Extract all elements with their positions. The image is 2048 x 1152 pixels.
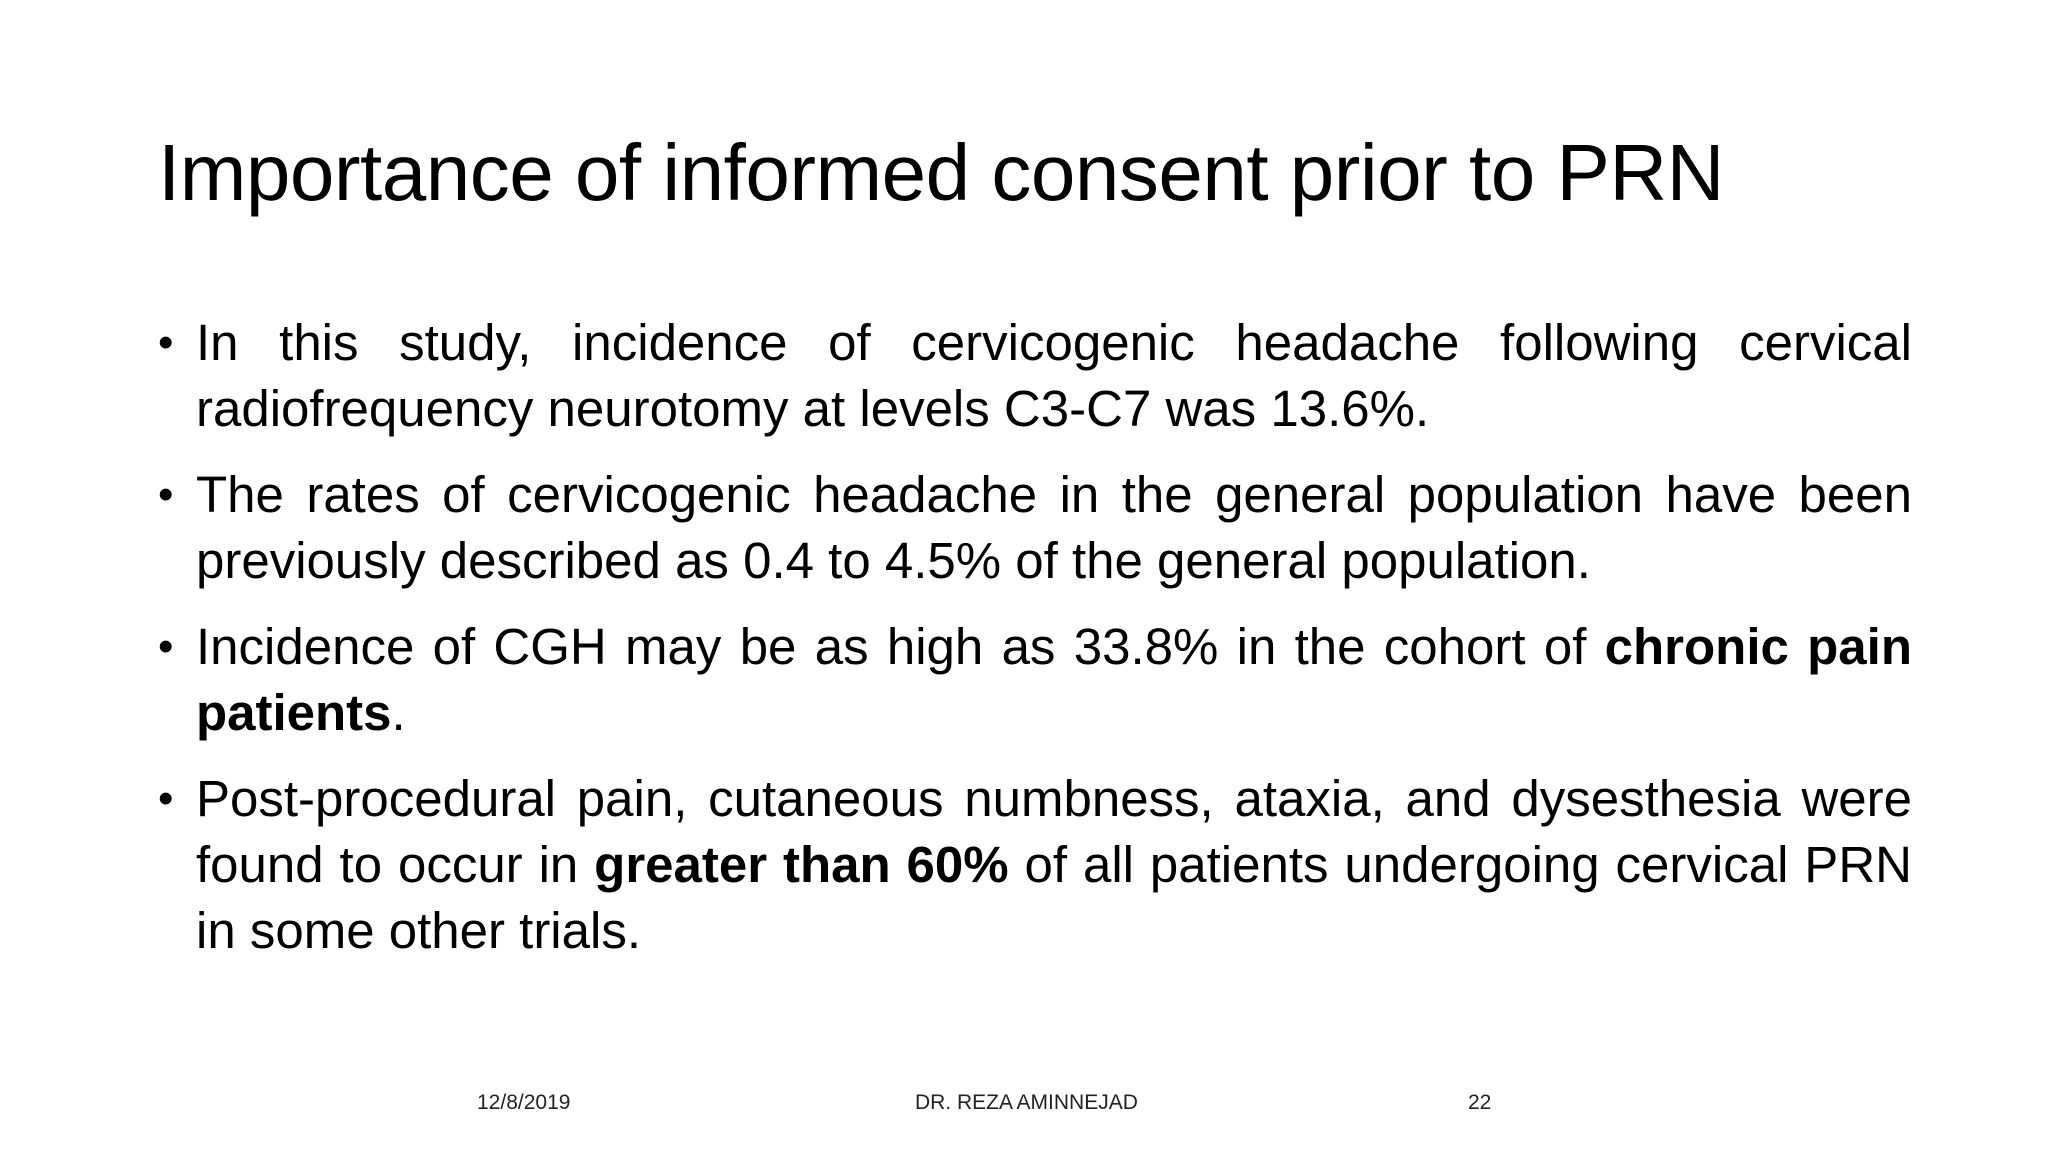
bullet-icon: •: [158, 470, 174, 519]
bullet-item: [158, 766, 1912, 964]
footer-page-number: 22: [1468, 1091, 1492, 1114]
bullet-bold-text: greater than 60%: [594, 836, 1009, 893]
bullet-text: In this study, incidence of cervicogenic headache following cervical radiofrequency neurotomy at levels C3-C7 was 13.6%.: [196, 314, 1912, 437]
bullet-text: The rates of cervicogenic headache in the general population have been previously described as 0.4 to 4.5% of the general population.: [196, 466, 1912, 589]
footer-author: DR. REZA AMINNEJAD: [915, 1091, 1138, 1114]
footer-date: 12/8/2019: [477, 1091, 571, 1114]
bullet-list: [158, 310, 1912, 984]
bullet-icon: •: [158, 318, 174, 367]
bullet-item: [158, 614, 1912, 746]
bullet-item: [158, 462, 1912, 594]
bullet-icon: •: [158, 622, 174, 671]
bullet-icon: •: [158, 774, 174, 823]
bullet-text-end: .: [391, 684, 406, 741]
bullet-text-end: of all patients undergoing cervical PRN in some other trials.: [196, 836, 1912, 959]
bullet-bold-text: chronic pain patients: [196, 618, 1912, 741]
bullet-text: Post-procedural pain, cutaneous numbness, ataxia, and dysesthesia were found to occur in: [196, 770, 1912, 893]
slide-title: Importance of informed consent prior to PRN: [158, 128, 1724, 217]
bullet-item: [158, 310, 1912, 442]
bullet-text: Incidence of CGH may be as high as 33.8% in the cohort of: [196, 618, 1605, 675]
